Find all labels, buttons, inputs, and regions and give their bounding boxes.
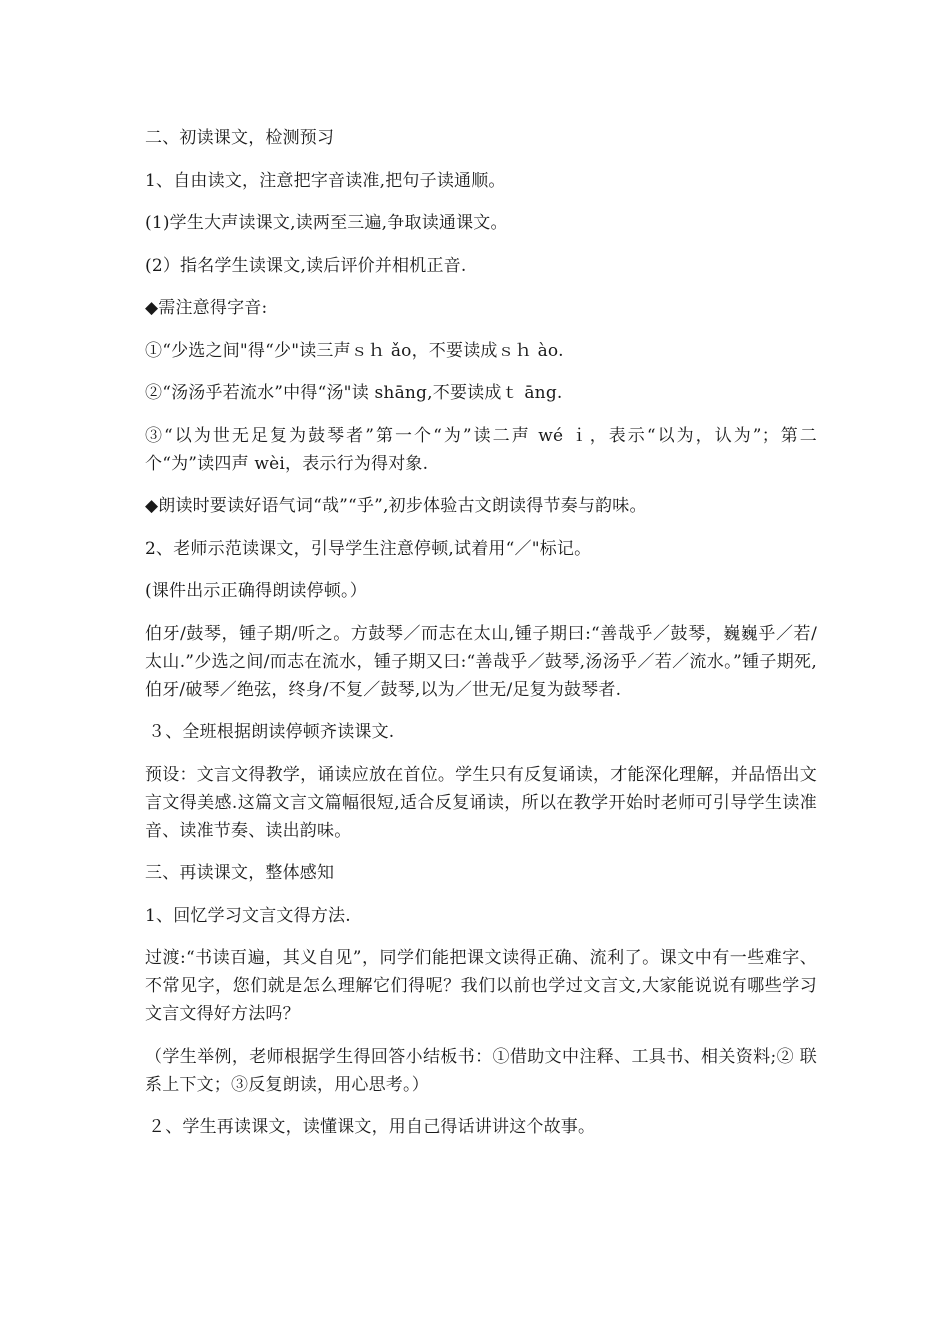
courseware-note: (课件出示正确得朗读停顿。）	[145, 581, 367, 601]
step-class-reading: ３、全班根据朗读停顿齐读课文.	[148, 722, 395, 742]
step-correct-pronunciation: (2）指名学生读课文,读后评价并相机正音.	[145, 255, 467, 276]
section-heading-first-reading: 二、初读课文，检测预习	[145, 128, 335, 148]
step-recall-methods: 1、回忆学习文言文得方法.	[145, 905, 351, 926]
student-examples-summary: （学生举例，老师根据学生得回答小结板书：①借助文中注释、工具书、相关资料;② 联系上下文；③反复朗读，用心思考。）	[145, 1046, 817, 1095]
step-teacher-demo-reading: 2、老师示范读课文，引导学生注意停顿,试着用“／"标记。	[145, 538, 592, 559]
transition-text: 过渡:“书读百遍，其义自见”，同学们能把课文读得正确、流利了。课文中有一些难字、不常见字，您们就是怎么理解它们得呢？我们以前也学过文言文,大家能说说有哪些学习文言文得好方法吗？	[145, 948, 817, 1024]
pronunciation-item-1: ①“少选之间"得“少"读三声ｓｈ ǎo，不要读成ｓｈ ào.	[145, 340, 564, 361]
document-body	[145, 124, 817, 1156]
classical-text-with-pauses: 伯牙/鼓琴，锺子期/听之。方鼓琴／而志在太山,锺子期曰:“善哉乎／鼓琴，巍巍乎／若/太山.”少选之间/而志在流水，锺子期又曰:“善哉乎／鼓琴,汤汤乎／若／流水。”锺子期死,伯牙/破琴／绝弦，终身/不复／鼓琴,以为／世无/足复为鼓琴者.	[145, 623, 817, 700]
pronunciation-item-3: ③“以为世无足复为鼓琴者”第一个“为”读二声 wé ｉ，表示“以为，认为”；第二个“为”读四声 wèi，表示行为得对象.	[145, 425, 817, 474]
pronunciation-note-heading: ◆需注意得字音:	[145, 298, 268, 318]
reading-tone-note: ◆朗读时要读好语气词“哉”“乎”,初步体验古文朗读得节奏与韵味。	[145, 496, 647, 516]
step-retell-story: ２、学生再读课文，读懂课文，用自己得话讲讲这个故事。	[148, 1117, 596, 1137]
step-read-aloud: (1)学生大声读课文,读两至三遍,争取读通课文。	[145, 213, 508, 233]
pronunciation-item-2: ②“汤汤乎若流水”中得“汤"读 shāng,不要读成ｔ āng.	[145, 383, 563, 403]
section-heading-second-reading: 三、再读课文，整体感知	[145, 863, 335, 883]
step-free-reading: 1、自由读文，注意把字音读准,把句子读通顺。	[145, 170, 506, 191]
teaching-preset: 预设：文言文得教学，诵读应放在首位。学生只有反复诵读，才能深化理解，并品悟出文言文得美感.这篇文言文篇幅很短,适合反复诵读，所以在教学开始时老师可引导学生读准音、读准节奏、读出韵味。	[145, 764, 817, 841]
